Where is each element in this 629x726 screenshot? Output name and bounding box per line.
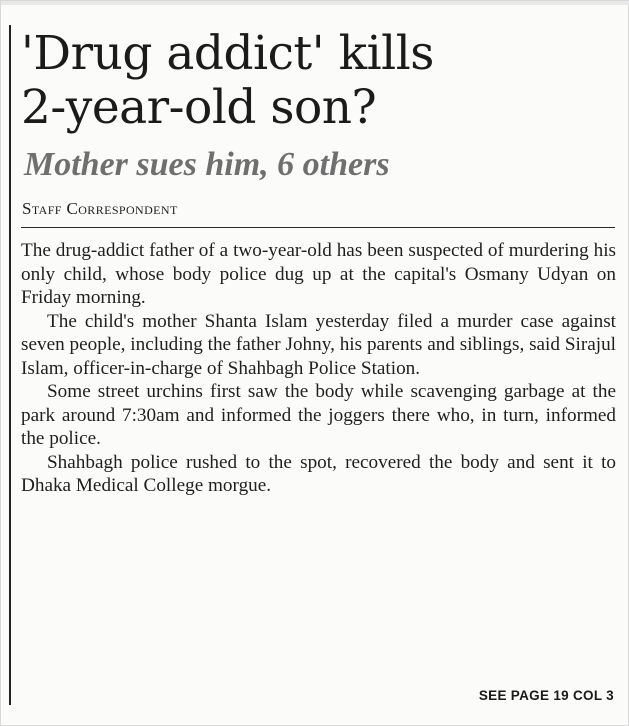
- column-rule: [9, 25, 11, 705]
- paragraph-4: Shahbagh police rushed to the spot, recovered the body and sent it to Dhaka Medical College morgue.: [21, 451, 616, 496]
- byline-divider: [21, 227, 615, 228]
- headline-line-1: 'Drug addict' kills: [21, 26, 434, 81]
- byline: Staff Correspondent: [22, 199, 178, 218]
- paragraph-1: The drug-addict father of a two-year-old has been suspected of murdering his only child, whose body police dug up at the capital's Osmany Udyan on Friday morning.: [21, 240, 616, 308]
- article-body: [21, 239, 616, 498]
- continuation-note: SEE PAGE 19 COL 3: [478, 688, 614, 703]
- article: [21, 27, 616, 498]
- headline-line-2: 2-year-old son?: [21, 80, 377, 135]
- subheadline: Mother sues him, 6 others: [24, 146, 390, 183]
- headline: [21, 27, 616, 135]
- paragraph-3: Some street urchins first saw the body while scavenging garbage at the park around 7:30am and informed the joggers there who, in turn, informed the police.: [21, 381, 616, 449]
- top-border: [1, 1, 629, 5]
- paragraph-2: The child's mother Shanta Islam yesterday filed a murder case against seven people, including the father Johny, his parents and siblings, said Sirajul Islam, officer-in-charge of Shahbagh Police Station.: [21, 310, 616, 379]
